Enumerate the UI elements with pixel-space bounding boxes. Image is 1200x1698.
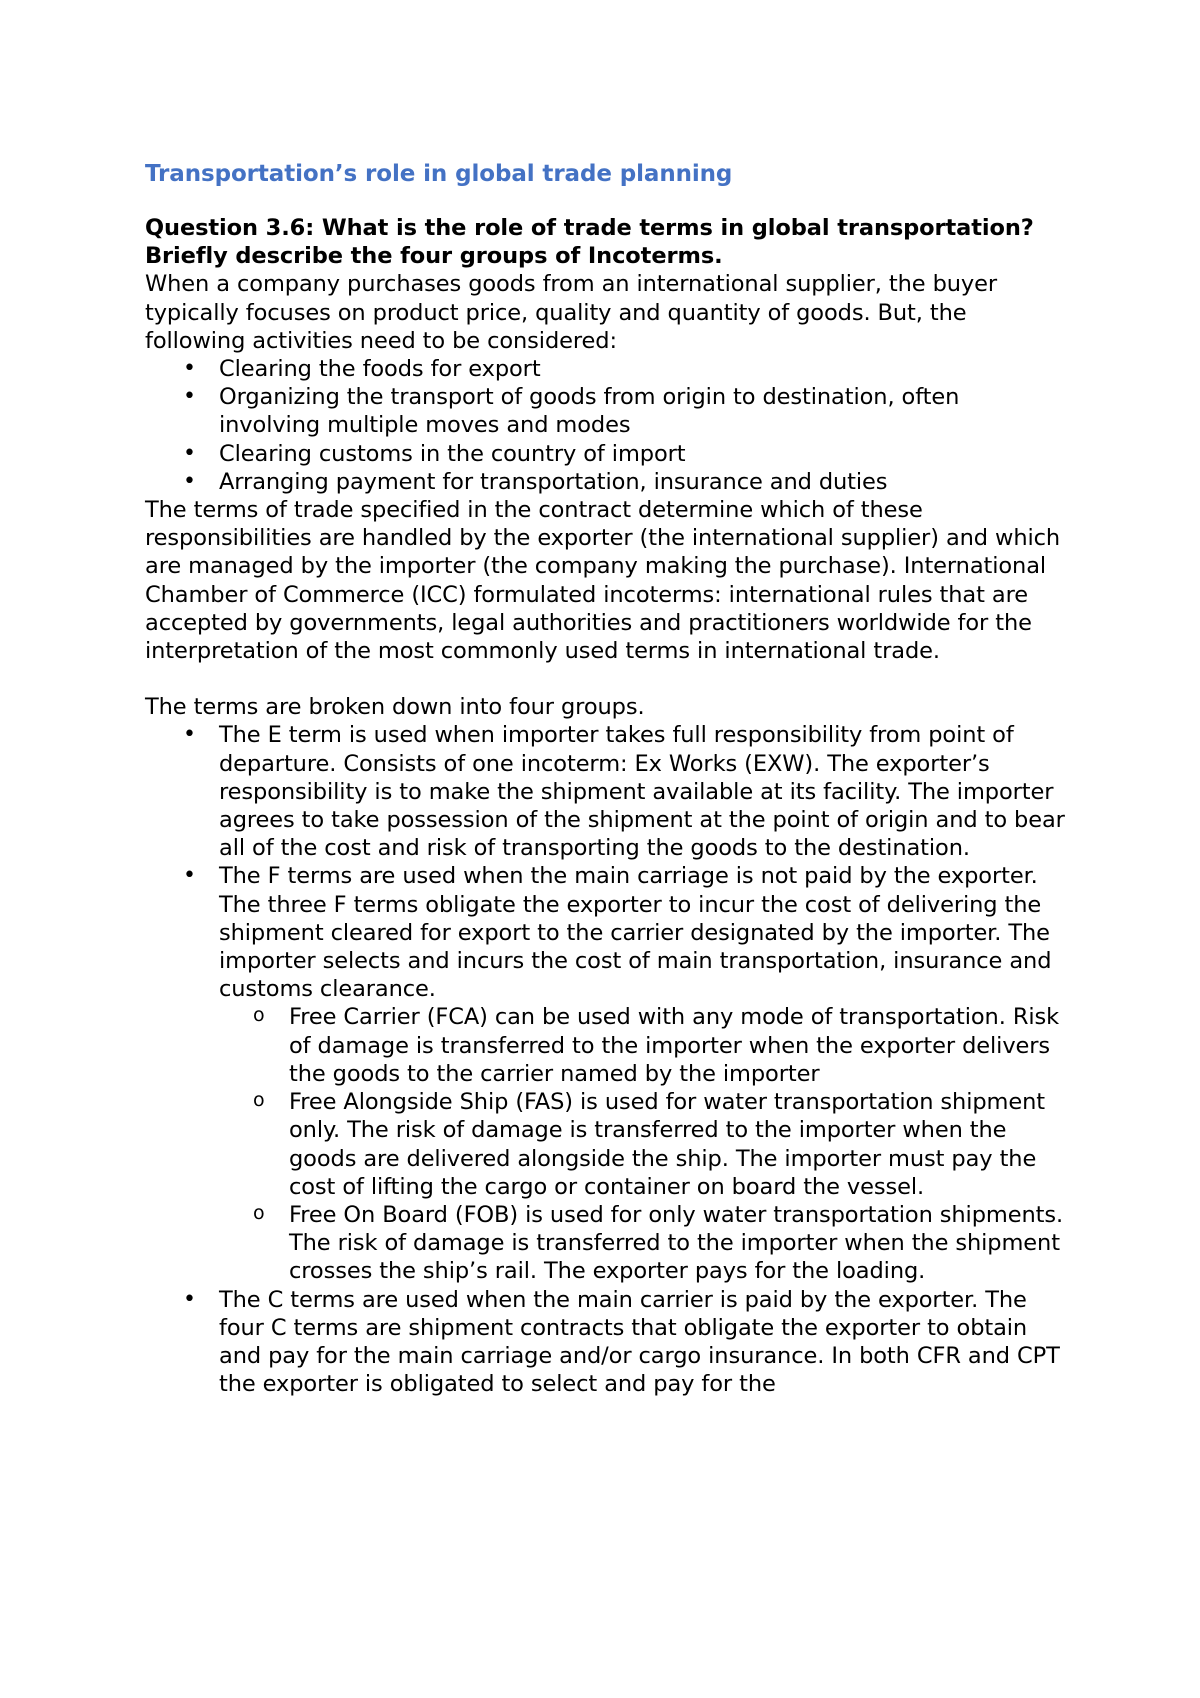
question-text: Question 3.6: What is the role of trade terms in global transportation? Briefly describe the four groups of Incoterms. <box>145 215 1034 270</box>
fca-item: o Free Carrier (FCA) can be used with any mode of transportation. Risk of damage is transferred to the importer when the exporter delivers the goods to the carrier named by the importer <box>215 1003 1065 1088</box>
intro-paragraph: When a company purchases goods from an international supplier, the buyer typically focuses on product price, quality and quantity of goods. But, the following activities need to be considered: <box>145 271 998 354</box>
fas-item: o Free Alongside Ship (FAS) is used for water transportation shipment only. The risk of damage is transferred to the importer when the goods are delivered alongside the ship. The importer must pay the cost of lifting the cargo or container on board the vessel. <box>215 1088 1065 1201</box>
f-terms-text: The F terms are used when the main carriage is not paid by the exporter. The three F terms obligate the exporter to incur the cost of delivering the shipment cleared for export to the carrier designated by the importer. The importer selects and incurs the cost of main transportation, insurance and customs clearance. <box>219 863 1052 1003</box>
f-terms-item <box>145 862 1065 1285</box>
activity-item: • Arranging payment for transportation, insurance and duties <box>145 468 1065 496</box>
term-groups-list <box>145 721 1065 1398</box>
document-page <box>145 160 1065 1398</box>
groups-intro: The terms are broken down into four groups. <box>145 694 645 721</box>
e-term-item: • The E term is used when importer takes full responsibility from point of departure. Consists of one incoterm: Ex Works (EXW). The exporter’s responsibility is to make the shipment available at its facility. The importer agrees to take possession of the shipment at the point of origin and to bear all of the cost and risk of transporting the goods to the destination. <box>145 721 1065 862</box>
paragraph-gap <box>145 665 1065 693</box>
terms-paragraph: The terms of trade specified in the contract determine which of these responsibilities are handled by the exporter (the international supplier) and which are managed by the importer (the company making the purchase). International Chamber of Commerce (ICC) formulated incoterms: international rules that are accepted by governments, legal authorities and practitioners worldwide for the interpretation of the most commonly used terms in international trade. <box>145 497 1061 665</box>
activity-item: • Organizing the transport of goods from origin to destination, often involving multiple moves and modes <box>145 383 1065 439</box>
fob-item: o Free On Board (FOB) is used for only water transportation shipments. The risk of damage is transferred to the importer when the shipment crosses the ship’s rail. The exporter pays for the loading. <box>215 1201 1065 1286</box>
activities-list <box>145 355 1065 496</box>
activity-item: • Clearing the foods for export <box>145 355 1065 383</box>
activity-item: • Clearing customs in the country of import <box>145 440 1065 468</box>
c-terms-item: • The C terms are used when the main carrier is paid by the exporter. The four C terms are shipment contracts that obligate the exporter to obtain and pay for the main carriage and/or cargo insurance. In both CFR and CPT the exporter is obligated to select and pay for the <box>145 1286 1065 1399</box>
f-subterms-list <box>215 1003 1065 1285</box>
section-heading: Transportation’s role in global trade planning <box>145 161 733 187</box>
